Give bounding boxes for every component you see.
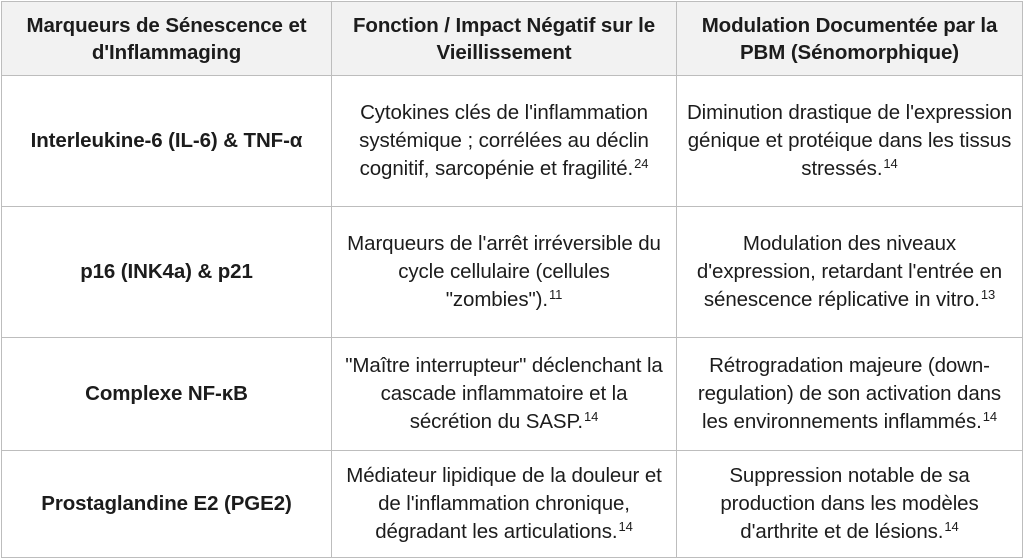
reference-number: 14 (618, 519, 633, 534)
table-row (2, 451, 1023, 558)
header-row (2, 2, 1023, 76)
table-body (2, 76, 1023, 558)
modulation-text: Rétrogradation majeure (down-regulation) de son activation dans les environnements inflammés. (697, 354, 1002, 433)
function-cell (332, 76, 677, 207)
header-markers: Marqueurs de Sénescence et d'Inflammaging (2, 2, 332, 76)
reference-number: 14 (883, 156, 898, 171)
modulation-cell (677, 451, 1023, 558)
function-text: "Maître interrupteur" déclenchant la cascade inflammatoire et la sécrétion du SASP. (345, 354, 663, 433)
table-row (2, 76, 1023, 207)
marker-cell: Prostaglandine E2 (PGE2) (2, 451, 332, 558)
marker-cell: Complexe NF-κB (2, 338, 332, 451)
function-cell (332, 451, 677, 558)
reference-number: 13 (980, 287, 996, 302)
table-header (2, 2, 1023, 76)
modulation-cell (677, 338, 1023, 451)
function-cell (332, 338, 677, 451)
marker-cell: p16 (INK4a) & p21 (2, 207, 332, 338)
reference-number: 24 (634, 156, 649, 171)
senescence-markers-table (1, 1, 1023, 558)
table-row (2, 338, 1023, 451)
reference-number: 14 (944, 519, 959, 534)
header-modulation: Modulation Documentée par la PBM (Sénomorphique) (677, 2, 1023, 76)
function-text: Cytokines clés de l'inflammation systémique ; corrélées au déclin cognitif, sarcopénie et fragilité. (359, 101, 649, 180)
reference-number: 14 (584, 409, 599, 424)
table-row (2, 207, 1023, 338)
senescence-markers-table-container (1, 1, 1022, 557)
reference-number: 11 (549, 287, 563, 302)
function-text: Médiateur lipidique de la douleur et de l'inflammation chronique, dégradant les articulations. (346, 464, 662, 543)
reference-number: 14 (982, 409, 997, 424)
modulation-text: Suppression notable de sa production dans les modèles d'arthrite et de lésions. (720, 464, 979, 543)
function-text: Marqueurs de l'arrêt irréversible du cycle cellulaire (cellules "zombies"). (347, 232, 661, 311)
modulation-text: Modulation des niveaux d'expression, retardant l'entrée en sénescence réplicative in vitro. (696, 232, 1003, 311)
modulation-text: Diminution drastique de l'expression génique et protéique dans les tissus stressés. (686, 101, 1013, 180)
modulation-cell (677, 207, 1023, 338)
function-cell (332, 207, 677, 338)
modulation-cell (677, 76, 1023, 207)
marker-cell: Interleukine-6 (IL-6) & TNF-α (2, 76, 332, 207)
header-function: Fonction / Impact Négatif sur le Vieillissement (332, 2, 677, 76)
